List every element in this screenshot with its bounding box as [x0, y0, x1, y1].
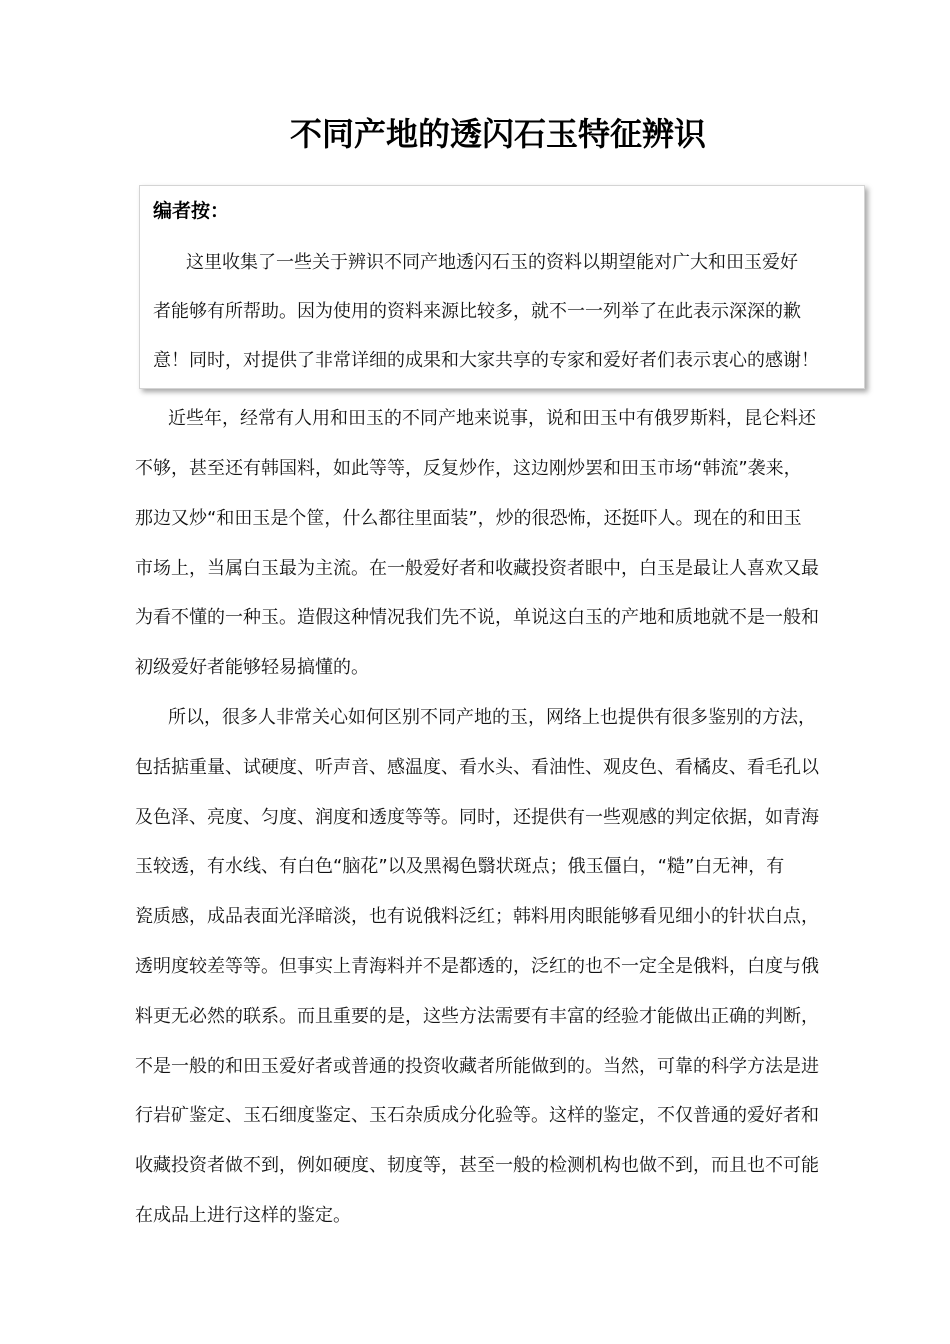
paragraph-2-line: 包括掂重量、试硬度、听声音、感温度、看水头、看油性、观皮色、看橘皮、看毛孔以	[135, 757, 819, 778]
paragraph-1-line: 初级爱好者能够轻易搞懂的。	[135, 657, 369, 678]
editor-note-line: 这里收集了一些关于辨识不同产地透闪石玉的资料以期望能对广大和田玉爱好	[186, 252, 798, 273]
paragraph-2-line: 玉较透，有水线、有白色“脑花”以及黑褐色翳状斑点；俄玉僵白，“糙”白无神，有	[135, 856, 785, 877]
paragraph-2-line: 料更无必然的联系。而且重要的是，这些方法需要有丰富的经验才能做出正确的判断，	[135, 1006, 819, 1027]
paragraph-1-line: 近些年，经常有人用和田玉的不同产地来说事，说和田玉中有俄罗斯料，昆仑料还	[168, 408, 816, 429]
page-title: 不同产地的透闪石玉特征辨识	[289, 115, 706, 153]
paragraph-2-line: 收藏投资者做不到，例如硬度、韧度等，甚至一般的检测机构也做不到，而且也不可能	[135, 1155, 819, 1176]
paragraph-2-line: 在成品上进行这样的鉴定。	[135, 1205, 351, 1226]
editor-note-box	[139, 185, 865, 389]
paragraph-2-line: 瓷质感，成品表面光泽暗淡，也有说俄料泛红；韩料用肉眼能够看见细小的针状白点，	[135, 906, 819, 927]
editor-note-line: 意！同时，对提供了非常详细的成果和大家共享的专家和爱好者们表示衷心的感谢！	[153, 350, 819, 371]
paragraph-2-line: 及色泽、亮度、匀度、润度和透度等等。同时，还提供有一些观感的判定依据，如青海	[135, 807, 819, 828]
paragraph-1-line: 不够，甚至还有韩国料，如此等等，反复炒作，这边刚炒罢和田玉市场“韩流”袭来，	[135, 458, 802, 479]
paragraph-2-line: 所以，很多人非常关心如何区别不同产地的玉，网络上也提供有很多鉴别的方法，	[168, 707, 816, 728]
editor-note-label: 编者按：	[153, 200, 230, 222]
paragraph-2-line: 不是一般的和田玉爱好者或普通的投资收藏者所能做到的。当然，可靠的科学方法是进	[135, 1056, 819, 1077]
paragraph-2-line: 透明度较差等等。但事实上青海料并不是都透的，泛红的也不一定全是俄料，白度与俄	[135, 956, 819, 977]
paragraph-1-line: 为看不懂的一种玉。造假这种情况我们先不说，单说这白玉的产地和质地就不是一般和	[135, 607, 819, 628]
paragraph-1-line: 市场上，当属白玉最为主流。在一般爱好者和收藏投资者眼中，白玉是最让人喜欢又最	[135, 558, 819, 579]
paragraph-2-line: 行岩矿鉴定、玉石细度鉴定、玉石杂质成分化验等。这样的鉴定，不仅普通的爱好者和	[135, 1105, 819, 1126]
editor-note-line: 者能够有所帮助。因为使用的资料来源比较多，就不一一列举了在此表示深深的歉	[153, 301, 801, 322]
paragraph-1-line: 那边又炒“和田玉是个筐，什么都往里面装”，炒的很恐怖，还挺吓人。现在的和田玉	[135, 508, 802, 529]
